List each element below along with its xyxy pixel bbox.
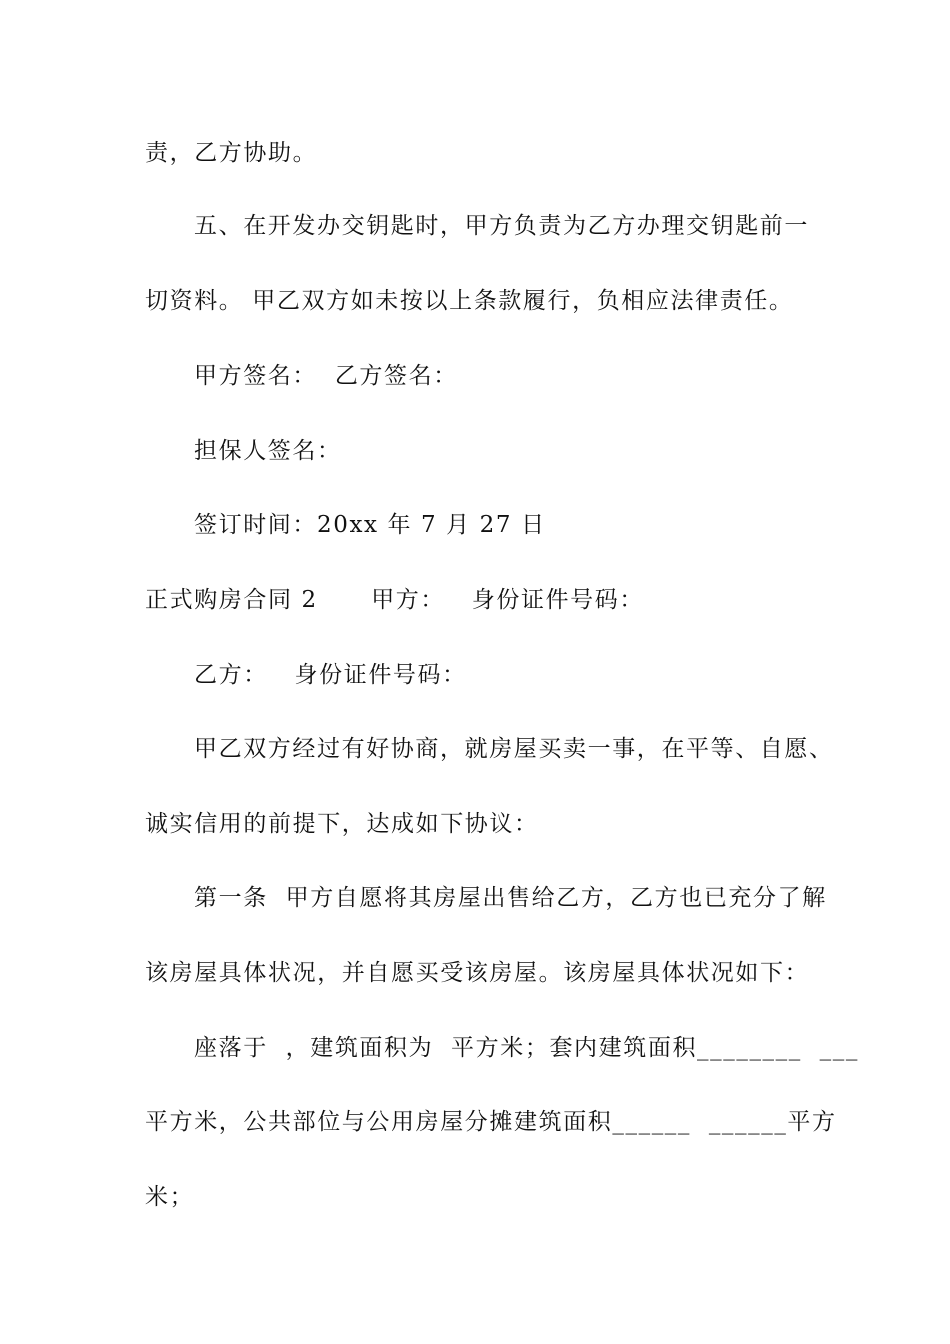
text-line: 甲乙双方经过有好协商，就房屋买卖一事，在平等、自愿、 (194, 736, 834, 762)
text-line: 座落于 ，建筑面积为 平方米；套内建筑面积________ ___ (194, 1035, 859, 1061)
signature-line-parties: 甲方签名： 乙方签名： (194, 363, 458, 389)
text-line: 责，乙方协助。 (145, 140, 318, 166)
text-line: 平方米，公共部位与公用房屋分摊建筑面积______ ______平方 (145, 1109, 837, 1135)
text-line: 诚实信用的前提下，达成如下协议： (145, 811, 539, 837)
contract-title-line: 正式购房合同 2 甲方： 身份证件号码： (145, 587, 644, 613)
text-line: 该房屋具体状况，并自愿买受该房屋。该房屋具体状况如下： (145, 960, 810, 986)
article-one-line: 第一条 甲方自愿将其房屋出售给乙方，乙方也已充分了解 (194, 885, 827, 911)
text-line: 五、在开发办交钥匙时，甲方负责为乙方办理交钥匙前一 (194, 213, 809, 239)
party-b-line: 乙方： 身份证件号码： (194, 662, 467, 688)
text-line: 切资料。 甲乙双方如未按以上条款履行，负相应法律责任。 (145, 288, 794, 314)
signing-date: 签订时间：20xx 年 7 月 27 日 (194, 512, 546, 538)
signature-line-guarantor: 担保人签名： (194, 438, 342, 464)
text-line: 米； (145, 1184, 195, 1210)
